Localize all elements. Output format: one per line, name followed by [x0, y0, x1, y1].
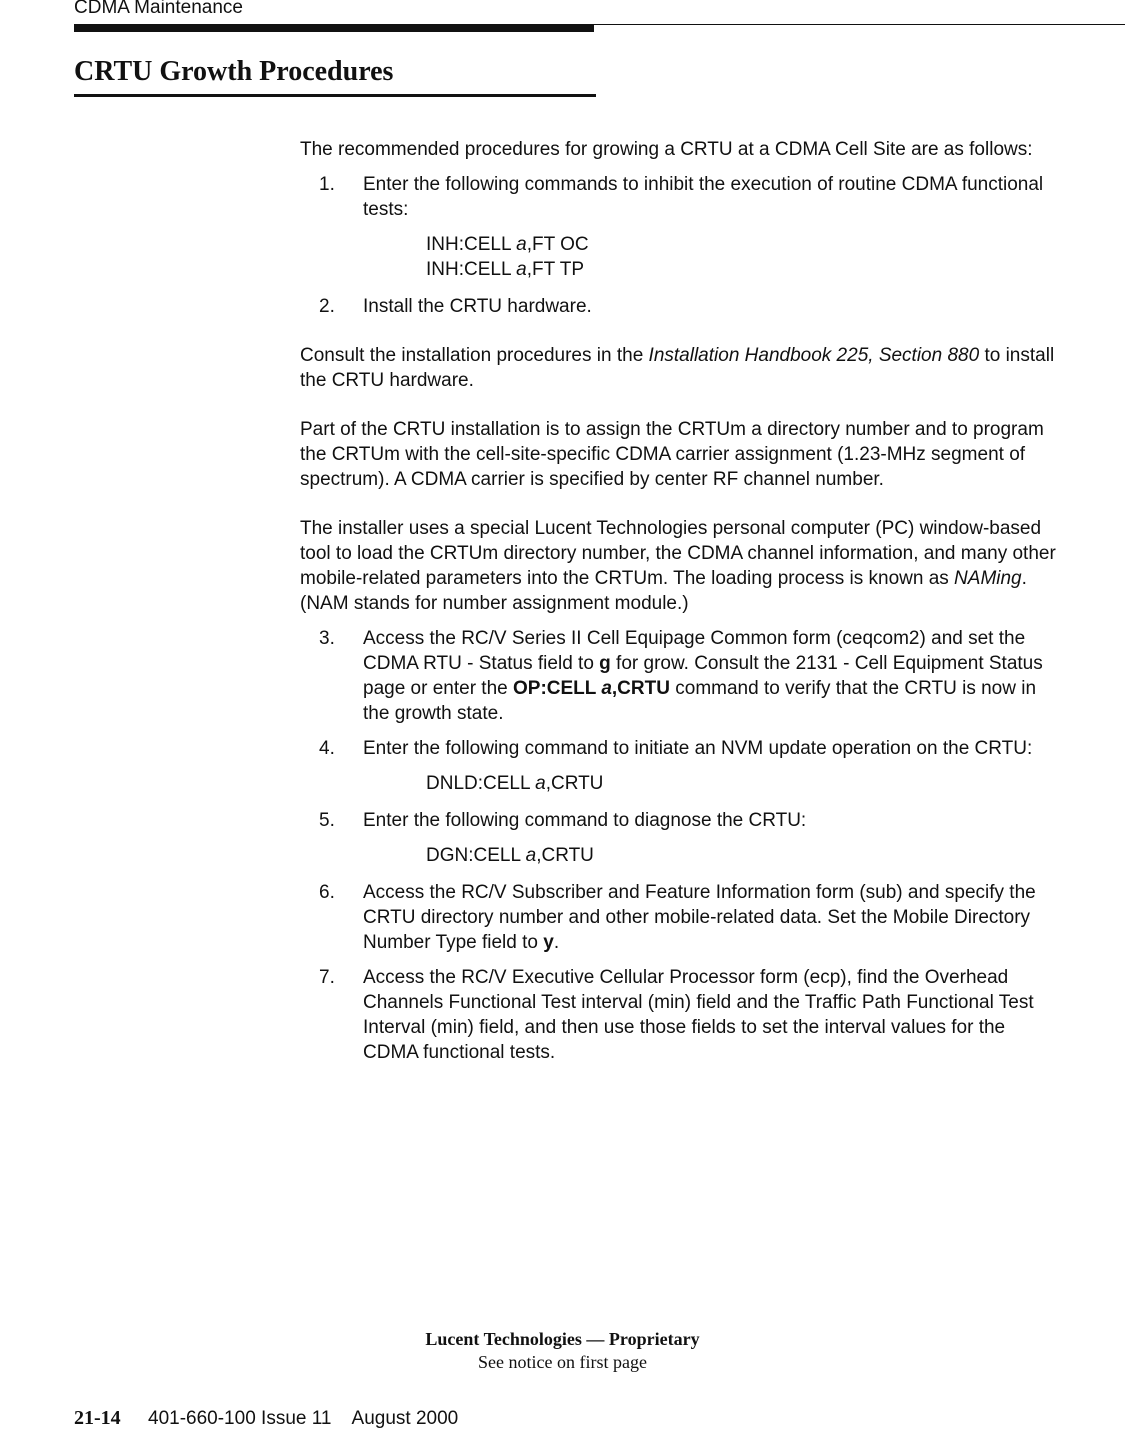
- command-line: [426, 232, 1060, 257]
- step-number: 7.: [319, 967, 335, 988]
- handbook-reference: Installation Handbook 225, Section 880: [648, 345, 980, 366]
- command-text: INH:CELL: [426, 234, 517, 255]
- step-text: for grow. Consult the: [610, 653, 796, 674]
- step-number: 1.: [319, 174, 335, 195]
- step-2: [300, 294, 1060, 319]
- page-number: 21-14: [74, 1407, 121, 1429]
- command-text: ,CRTU: [536, 845, 594, 866]
- command-line: [426, 257, 1060, 282]
- command-variable: a: [601, 678, 612, 699]
- field-value: g: [599, 653, 611, 674]
- page-reference: 2131 - Cell Equipment Status: [795, 653, 1043, 674]
- running-head: CDMA Maintenance: [74, 0, 243, 18]
- footer-notice: See notice on first page: [478, 1352, 647, 1372]
- step-text: Enter the following command to diagnose the CRTU:: [363, 810, 807, 831]
- footer-company: Lucent Technologies — Proprietary: [425, 1329, 700, 1349]
- command-text: ,CRTU: [611, 678, 670, 699]
- step-text: .: [553, 932, 560, 953]
- step-4: [300, 736, 1060, 761]
- step-text: Access the RC/V Series II Cell Equipage Common form (: [363, 628, 843, 649]
- command-text: INH:CELL: [426, 259, 517, 280]
- header-rule-thick: [74, 25, 594, 32]
- step-text: ) and set the CDMA RTU - Status field to: [363, 628, 1026, 674]
- step-7: [300, 965, 1060, 1065]
- command-inline: [513, 678, 670, 699]
- paragraph-text: Consult the installation procedures in the: [300, 345, 649, 366]
- command-line: [426, 771, 1060, 796]
- command-text: DGN:CELL: [426, 845, 526, 866]
- paragraph-text: The installer uses a special Lucent Technologies personal computer (PC) window-based tool to load the CRTUm directory number, the CDMA channel information, and many other mobile-related parameters into the CRTUm. The loading process is known as: [300, 518, 1056, 589]
- step-text: Access the RC/V Executive Cellular Processor form (: [363, 967, 810, 988]
- step-text: Enter the following commands to inhibit the execution of routine CDMA functional tests:: [363, 174, 1044, 220]
- command-block: [300, 771, 1060, 796]
- step-text: Access the RC/V Subscriber and Feature Information form (: [363, 882, 866, 903]
- naming-term: NAMing: [954, 568, 1022, 589]
- step-1: [300, 172, 1060, 222]
- step-text: ), find the Overhead Channels Functional Test interval (min) field and the Traffic Path Functional Test Interval (min) field, and then use those fields to set the interval values for the CDMA functional tests.: [363, 967, 1034, 1063]
- step-5: [300, 808, 1060, 833]
- installer-paragraph: [300, 516, 1060, 616]
- command-variable: a: [516, 234, 527, 255]
- step-number: 5.: [319, 810, 335, 831]
- command-text: ,CRTU: [545, 773, 604, 794]
- command-text: DNLD:CELL: [426, 773, 536, 794]
- command-block: [300, 843, 1060, 868]
- command-text: ,FT TP: [526, 259, 585, 280]
- step-3: [300, 626, 1060, 726]
- step-number: 6.: [319, 882, 335, 903]
- command-block: [300, 232, 1060, 282]
- command-text: ,FT OC: [526, 234, 589, 255]
- step-6: [300, 880, 1060, 955]
- consult-paragraph: [300, 343, 1060, 393]
- form-name: sub: [865, 882, 897, 903]
- step-text: ) and specify the CRTU directory number and other mobile-related data. Set the Mobile Directory Number Type field to: [363, 882, 1036, 953]
- paragraph-text: to install the CRTU hardware.: [300, 345, 1055, 391]
- command-text: OP:CELL: [513, 678, 602, 699]
- step-text: Enter the following command to initiate an NVM update operation on the CRTU:: [363, 738, 1033, 759]
- field-value: y: [543, 932, 554, 953]
- step-number: 3.: [319, 628, 335, 649]
- command-variable: a: [525, 845, 537, 866]
- step-number: 4.: [319, 738, 335, 759]
- step-text: command to verify that the CRTU is now in the growth state.: [363, 678, 1037, 724]
- form-name: ecp: [809, 967, 841, 988]
- title-rule: [74, 94, 596, 97]
- step-text: Install the CRTU hardware.: [363, 296, 592, 317]
- document-id: 401-660-100 Issue 11 August 2000: [148, 1408, 459, 1429]
- step-number: 2.: [319, 296, 335, 317]
- step-text: page or enter the: [363, 678, 513, 699]
- body-text: [300, 137, 1060, 1075]
- command-variable: a: [516, 259, 527, 280]
- form-name: ceqcom2: [842, 628, 920, 649]
- paragraph-text: . (NAM stands for number assignment module.): [300, 568, 1027, 614]
- installation-paragraph: Part of the CRTU installation is to assign the CRTUm a directory number and to program the CRTUm with the cell-site-specific CDMA carrier assignment (1.23-MHz segment of spectrum). A CDMA carrier is specified by center RF channel number.: [300, 419, 1044, 490]
- command-line: [426, 843, 1060, 868]
- section-title: CRTU Growth Procedures: [74, 56, 394, 87]
- intro-paragraph: The recommended procedures for growing a CRTU at a CDMA Cell Site are as follows:: [300, 139, 1033, 160]
- command-variable: a: [535, 773, 546, 794]
